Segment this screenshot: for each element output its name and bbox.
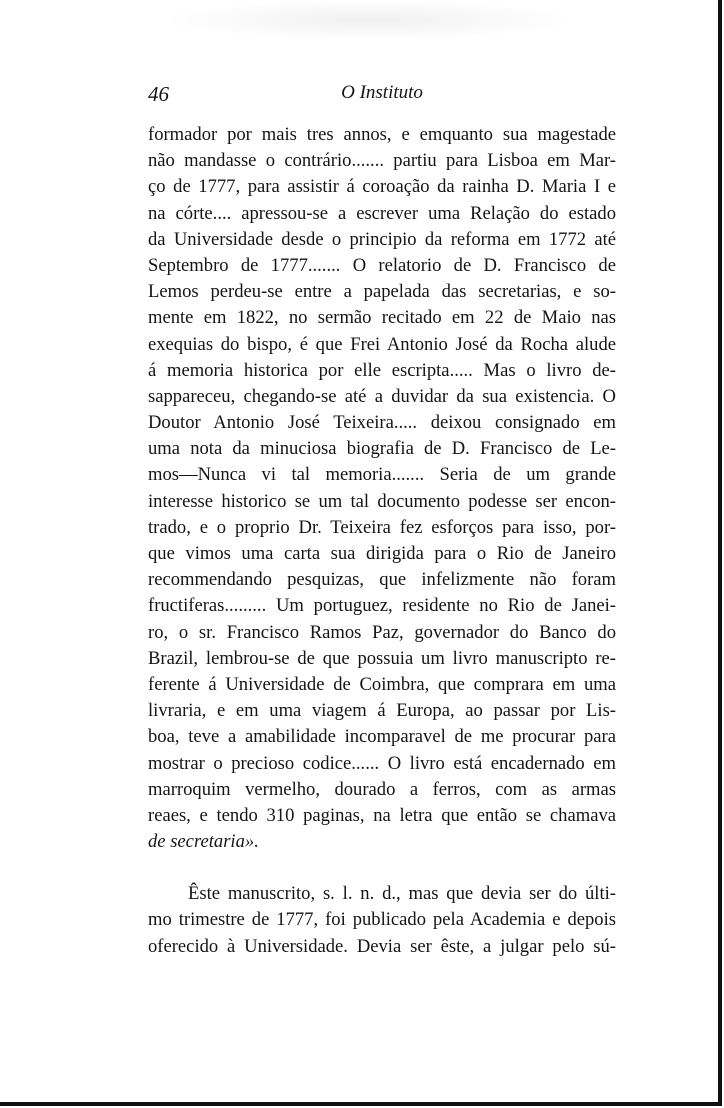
running-title: O Instituto [341, 82, 423, 103]
paragraph-2 [148, 881, 616, 960]
text-line: exequias do bispo, é que Frei Antonio José da Rocha alude [148, 333, 616, 355]
text-line: reaes, e tendo 310 paginas, na letra que então se chamava [148, 804, 616, 826]
text-line: de secretaria». [148, 831, 259, 853]
text-line: ferente á Universidade de Coimbra, que comprara em uma [148, 673, 616, 695]
scan-shadow [160, 0, 580, 40]
text-line: da Universidade desde o principio da reforma em 1772 até [148, 228, 616, 250]
text-line: mente em 1822, no sermão recitado em 22 de Maio nas [148, 307, 616, 329]
paragraph-gap [148, 855, 616, 881]
text-line: na córte.... apressou-se a escrever uma Relação do estado [148, 202, 616, 224]
text-line: mo trimestre de 1777, foi publicado pela Academia e depois [148, 909, 616, 931]
text-line: boa, teve a amabilidade incomparavel de me procurar para [148, 726, 616, 748]
text-line: á memoria historica por elle escripta..... Mas o livro de- [148, 359, 616, 381]
body-text [148, 122, 616, 960]
text-line: fructiferas......... Um portuguez, residente no Rio de Janei- [148, 595, 616, 617]
text-line: Lemos perdeu-se entre a papelada das secretarias, e so- [148, 281, 616, 303]
page-header [148, 80, 616, 110]
text-line: não mandasse o contrário....... partiu para Lisboa em Mar- [148, 150, 616, 172]
text-line: mostrar o precioso codice...... O livro está encadernado em [148, 752, 616, 774]
paragraph-1 [148, 122, 616, 855]
text-line: uma nota da minuciosa biografia de D. Francisco de Le- [148, 438, 616, 460]
text-line: Doutor Antonio José Teixeira..... deixou consignado em [148, 412, 616, 434]
text-line: recommendando pesquizas, que infelizmente não foram [148, 569, 616, 591]
text-line: marroquim vermelho, dourado a ferros, com as armas [148, 778, 616, 800]
text-line: ço de 1777, para assistir á coroação da rainha D. Maria I e [148, 176, 616, 198]
text-line: Brazil, lembrou-se de que possuia um livro manuscripto re- [148, 647, 616, 669]
text-line: mos—Nunca vi tal memoria....... Seria de um grande [148, 464, 616, 486]
text-line: interesse historico se um tal documento podesse ser encon- [148, 490, 616, 512]
text-line: ro, o sr. Francisco Ramos Paz, governador do Banco do [148, 621, 616, 643]
text-line: sappareceu, chegando-se até a duvidar da sua existencia. O [148, 385, 616, 407]
text-line: Êste manuscrito, s. l. n. d., mas que devia ser do últi- [188, 883, 616, 905]
text-line: livraria, e em uma viagem á Europa, ao passar por Lis- [148, 700, 616, 722]
text-line: que vimos uma carta sua dirigida para o Rio de Janeiro [148, 543, 616, 564]
text-line: trado, e o proprio Dr. Teixeira fez esforços para isso, por- [148, 516, 616, 538]
text-line: oferecido à Universidade. Devia ser êste, a julgar pelo sú- [148, 935, 616, 957]
text-line: formador por mais tres annos, e emquanto sua magestade [148, 124, 616, 145]
page-number: 46 [148, 82, 169, 106]
text-line: Septembro de 1777....... O relatorio de D. Francisco de [148, 254, 616, 276]
